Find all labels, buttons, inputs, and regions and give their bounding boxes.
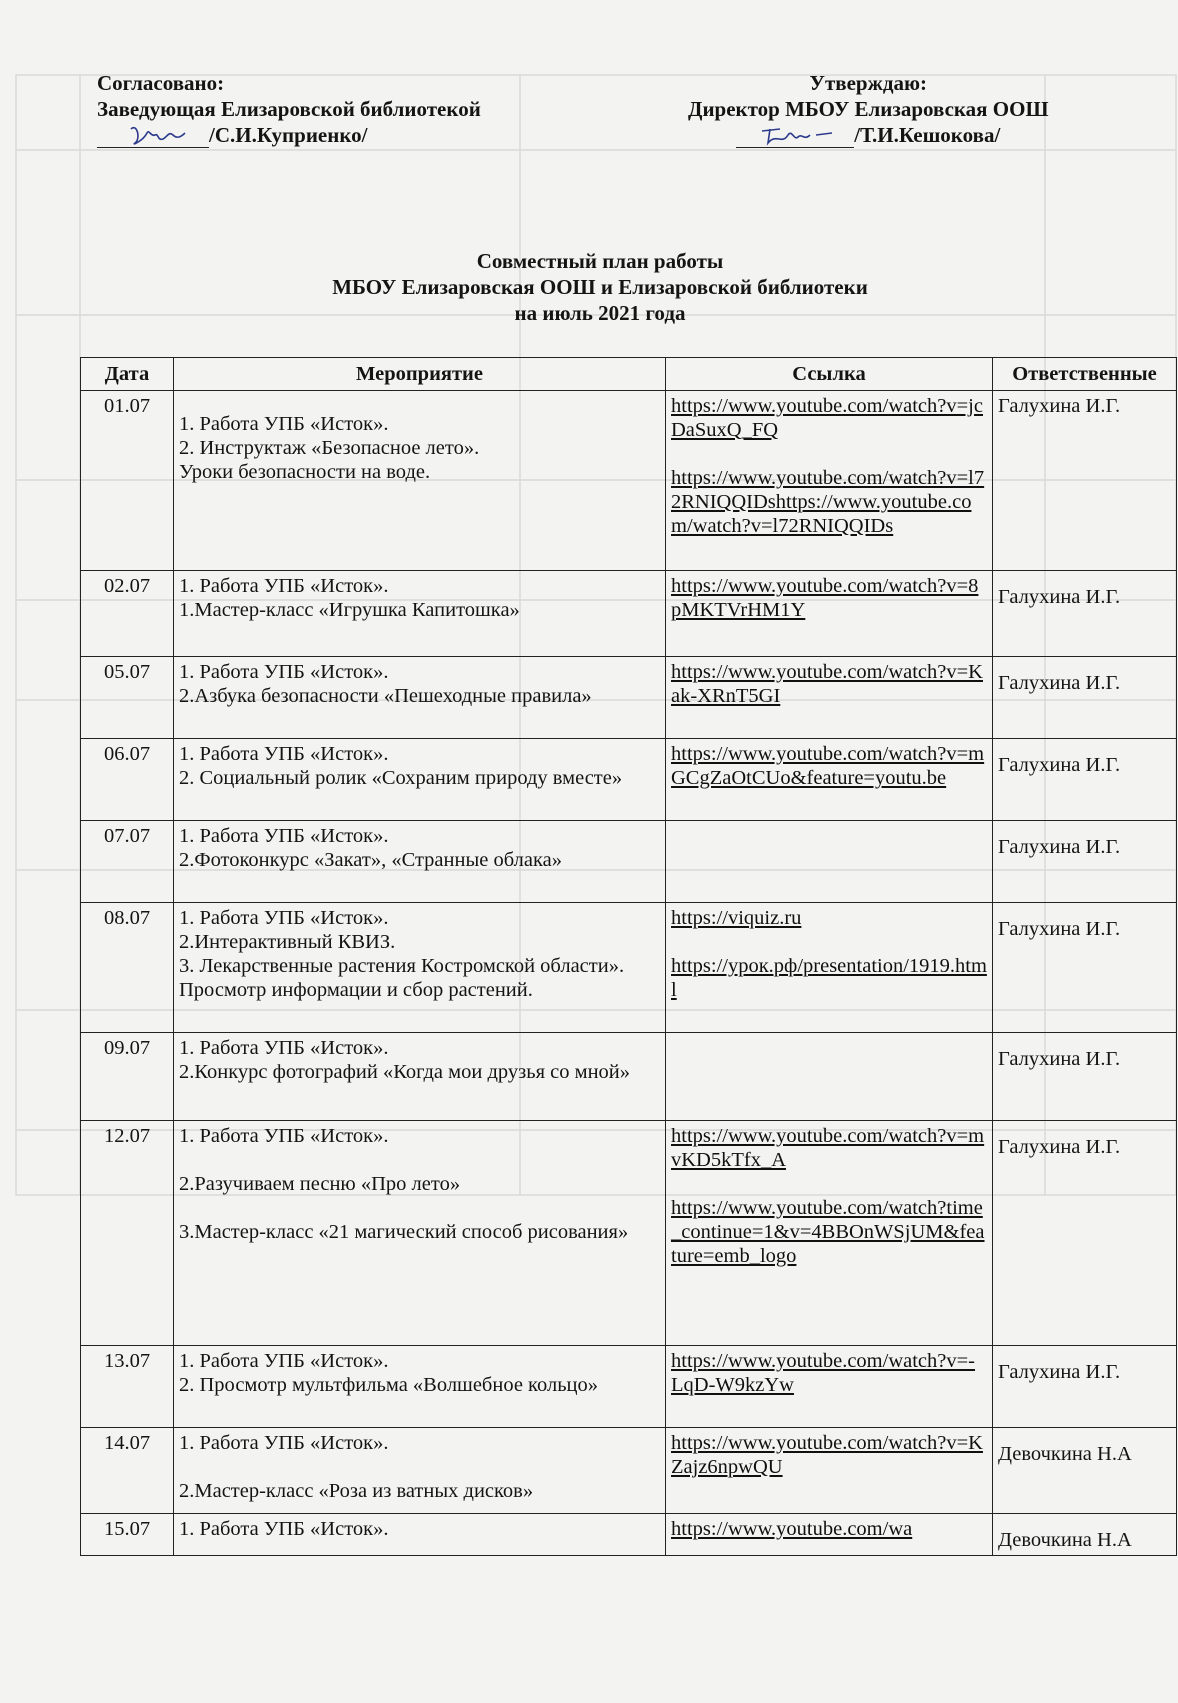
event-line: 1. Работа УПБ «Исток». [179, 1432, 389, 1454]
event-line: 2.Интерактивный КВИЗ. [179, 931, 396, 953]
table-row [81, 391, 1177, 571]
column-header-date: Дата [81, 358, 174, 391]
event-line: 1. Работа УПБ «Исток». [179, 907, 389, 929]
row-responsible: Галухина И.Г. [993, 739, 1177, 821]
video-link[interactable]: https://www.youtube.com/watch?v=jcDaSuxQ_FQ [671, 395, 983, 441]
row-responsible: Галухина И.Г. [993, 1346, 1177, 1428]
table-row [81, 821, 1177, 903]
approval-block-school [688, 70, 1049, 148]
event-line: 1. Работа УПБ «Исток». [179, 1518, 389, 1540]
event-line: 1. Работа УПБ «Исток». [179, 743, 389, 765]
row-event [174, 657, 666, 739]
video-link[interactable]: https://www.youtube.com/watch?v=mGCgZaOtCUo&feature=youtu.be [671, 743, 985, 789]
row-link [666, 903, 993, 1033]
row-link [666, 391, 993, 571]
event-line: 1.Мастер-класс «Игрушка Капитошка» [179, 599, 520, 621]
video-link[interactable]: https://www.youtube.com/watch?v=Kak-XRnT5GI [671, 661, 983, 707]
event-line: 2.Конкурс фотографий «Когда мои друзья со мной» [179, 1061, 631, 1083]
row-date: 13.07 [81, 1346, 174, 1428]
table-row [81, 739, 1177, 821]
row-event [174, 1033, 666, 1121]
signature-keshokova-icon [758, 121, 838, 149]
event-line: 1. Работа УПБ «Исток». [179, 575, 389, 597]
row-date: 08.07 [81, 903, 174, 1033]
title-line-2: МБОУ Елизаровская ООШ и Елизаровской библиотеки [332, 275, 868, 299]
event-line: 1. Работа УПБ «Исток». [179, 661, 389, 683]
row-link [666, 1033, 993, 1121]
row-date: 12.07 [81, 1121, 174, 1346]
event-line: 2.Разучиваем песню «Про лето» [179, 1173, 461, 1195]
event-line: 2. Просмотр мультфильма «Волшебное кольцо» [179, 1374, 599, 1396]
row-link [666, 1428, 993, 1514]
plan-table-body [81, 391, 1177, 1556]
row-date: 06.07 [81, 739, 174, 821]
row-link [666, 1514, 993, 1556]
title-line-3: на июль 2021 года [514, 301, 686, 325]
signature-kuprienko-icon [127, 121, 187, 149]
row-responsible: Галухина И.Г. [993, 391, 1177, 571]
row-link [666, 739, 993, 821]
row-event [174, 739, 666, 821]
video-link[interactable]: https://www.youtube.com/watch?v=l72RNIQQIDshttps://www.youtube.com/watch?v=l72RNIQQIDs [671, 467, 985, 537]
event-line: 1. Работа УПБ «Исток». [179, 1350, 389, 1372]
video-link[interactable]: https://viquiz.ru [671, 907, 802, 929]
row-event [174, 1346, 666, 1428]
row-event [174, 821, 666, 903]
event-line: 2.Азбука безопасности «Пешеходные правила» [179, 685, 592, 707]
row-event [174, 571, 666, 657]
row-responsible: Девочкина Н.А [993, 1514, 1177, 1556]
document-title [250, 248, 950, 326]
event-line: 1. Работа УПБ «Исток». [179, 825, 389, 847]
event-line: 2. Инструктаж «Безопасное лето». [179, 437, 480, 459]
row-link [666, 1121, 993, 1346]
approver-position-left: Заведующая Елизаровской библиотекой [97, 97, 481, 121]
row-link [666, 571, 993, 657]
video-link[interactable]: https://www.youtube.com/watch?time_continue=1&v=4BBOnWSjUM&feature=emb_logo [671, 1197, 985, 1267]
event-line: 1. Работа УПБ «Исток». [179, 1037, 389, 1059]
table-row [81, 1033, 1177, 1121]
row-link [666, 821, 993, 903]
row-responsible: Галухина И.Г. [993, 1033, 1177, 1121]
row-event [174, 903, 666, 1033]
video-link[interactable]: https://урок.рф/presentation/1919.html [671, 955, 987, 1001]
column-header-responsible: Ответственные [993, 358, 1177, 391]
approver-signature-line-left [97, 122, 481, 148]
event-line: 3. Лекарственные растения Костромской области». Просмотр информации и сбор растений. [179, 955, 625, 1001]
table-row [81, 571, 1177, 657]
event-line: 1. Работа УПБ «Исток». [179, 413, 389, 435]
row-date: 14.07 [81, 1428, 174, 1514]
approval-label-left: Согласовано: [97, 71, 225, 95]
row-event [174, 1428, 666, 1514]
approver-name-right: /Т.И.Кешокова/ [854, 123, 1001, 147]
table-header-row [81, 358, 1177, 391]
column-header-link: Ссылка [666, 358, 993, 391]
row-date: 09.07 [81, 1033, 174, 1121]
table-row [81, 1121, 1177, 1346]
event-line: Уроки безопасности на воде. [179, 461, 431, 483]
video-link[interactable]: https://www.youtube.com/watch?v=8pMKTVrHM1Y [671, 575, 979, 621]
row-responsible: Галухина И.Г. [993, 821, 1177, 903]
approver-position-right: Директор МБОУ Елизаровская ООШ [688, 97, 1049, 121]
table-row [81, 903, 1177, 1033]
table-row [81, 1346, 1177, 1428]
row-event [174, 391, 666, 571]
column-header-event: Мероприятие [174, 358, 666, 391]
row-link [666, 1346, 993, 1428]
video-link[interactable]: https://www.youtube.com/watch?v=mvKD5kTfx_A [671, 1125, 985, 1171]
event-line: 2. Социальный ролик «Сохраним природу вместе» [179, 767, 623, 789]
approval-block-library [97, 70, 481, 148]
row-date: 15.07 [81, 1514, 174, 1556]
row-date: 01.07 [81, 391, 174, 571]
event-line: 3.Мастер-класс «21 магический способ рисования» [179, 1221, 629, 1243]
row-date: 02.07 [81, 571, 174, 657]
row-date: 05.07 [81, 657, 174, 739]
row-responsible: Галухина И.Г. [993, 657, 1177, 739]
table-row [81, 657, 1177, 739]
approver-name-left: /С.И.Куприенко/ [209, 123, 368, 147]
title-line-1: Совместный план работы [476, 249, 724, 273]
event-line: 2.Мастер-класс «Роза из ватных дисков» [179, 1480, 534, 1502]
video-link[interactable]: https://www.youtube.com/wa [671, 1518, 913, 1540]
table-row [81, 1514, 1177, 1556]
plan-table [80, 357, 1177, 1556]
row-responsible: Галухина И.Г. [993, 903, 1177, 1033]
row-responsible: Девочкина Н.А [993, 1428, 1177, 1514]
table-row [81, 1428, 1177, 1514]
row-responsible: Галухина И.Г. [993, 1121, 1177, 1346]
video-link[interactable]: https://www.youtube.com/watch?v=KZajz6npwQU [671, 1432, 983, 1478]
row-responsible: Галухина И.Г. [993, 571, 1177, 657]
video-link[interactable]: https://www.youtube.com/watch?v=-LqD-W9kzYw [671, 1350, 976, 1396]
approval-label-right: Утверждаю: [809, 71, 927, 95]
event-line: 1. Работа УПБ «Исток». [179, 1125, 389, 1147]
approver-signature-line-right [688, 122, 1049, 148]
row-event [174, 1514, 666, 1556]
row-date: 07.07 [81, 821, 174, 903]
event-line: 2.Фотоконкурс «Закат», «Странные облака» [179, 849, 562, 871]
row-event [174, 1121, 666, 1346]
row-link [666, 657, 993, 739]
